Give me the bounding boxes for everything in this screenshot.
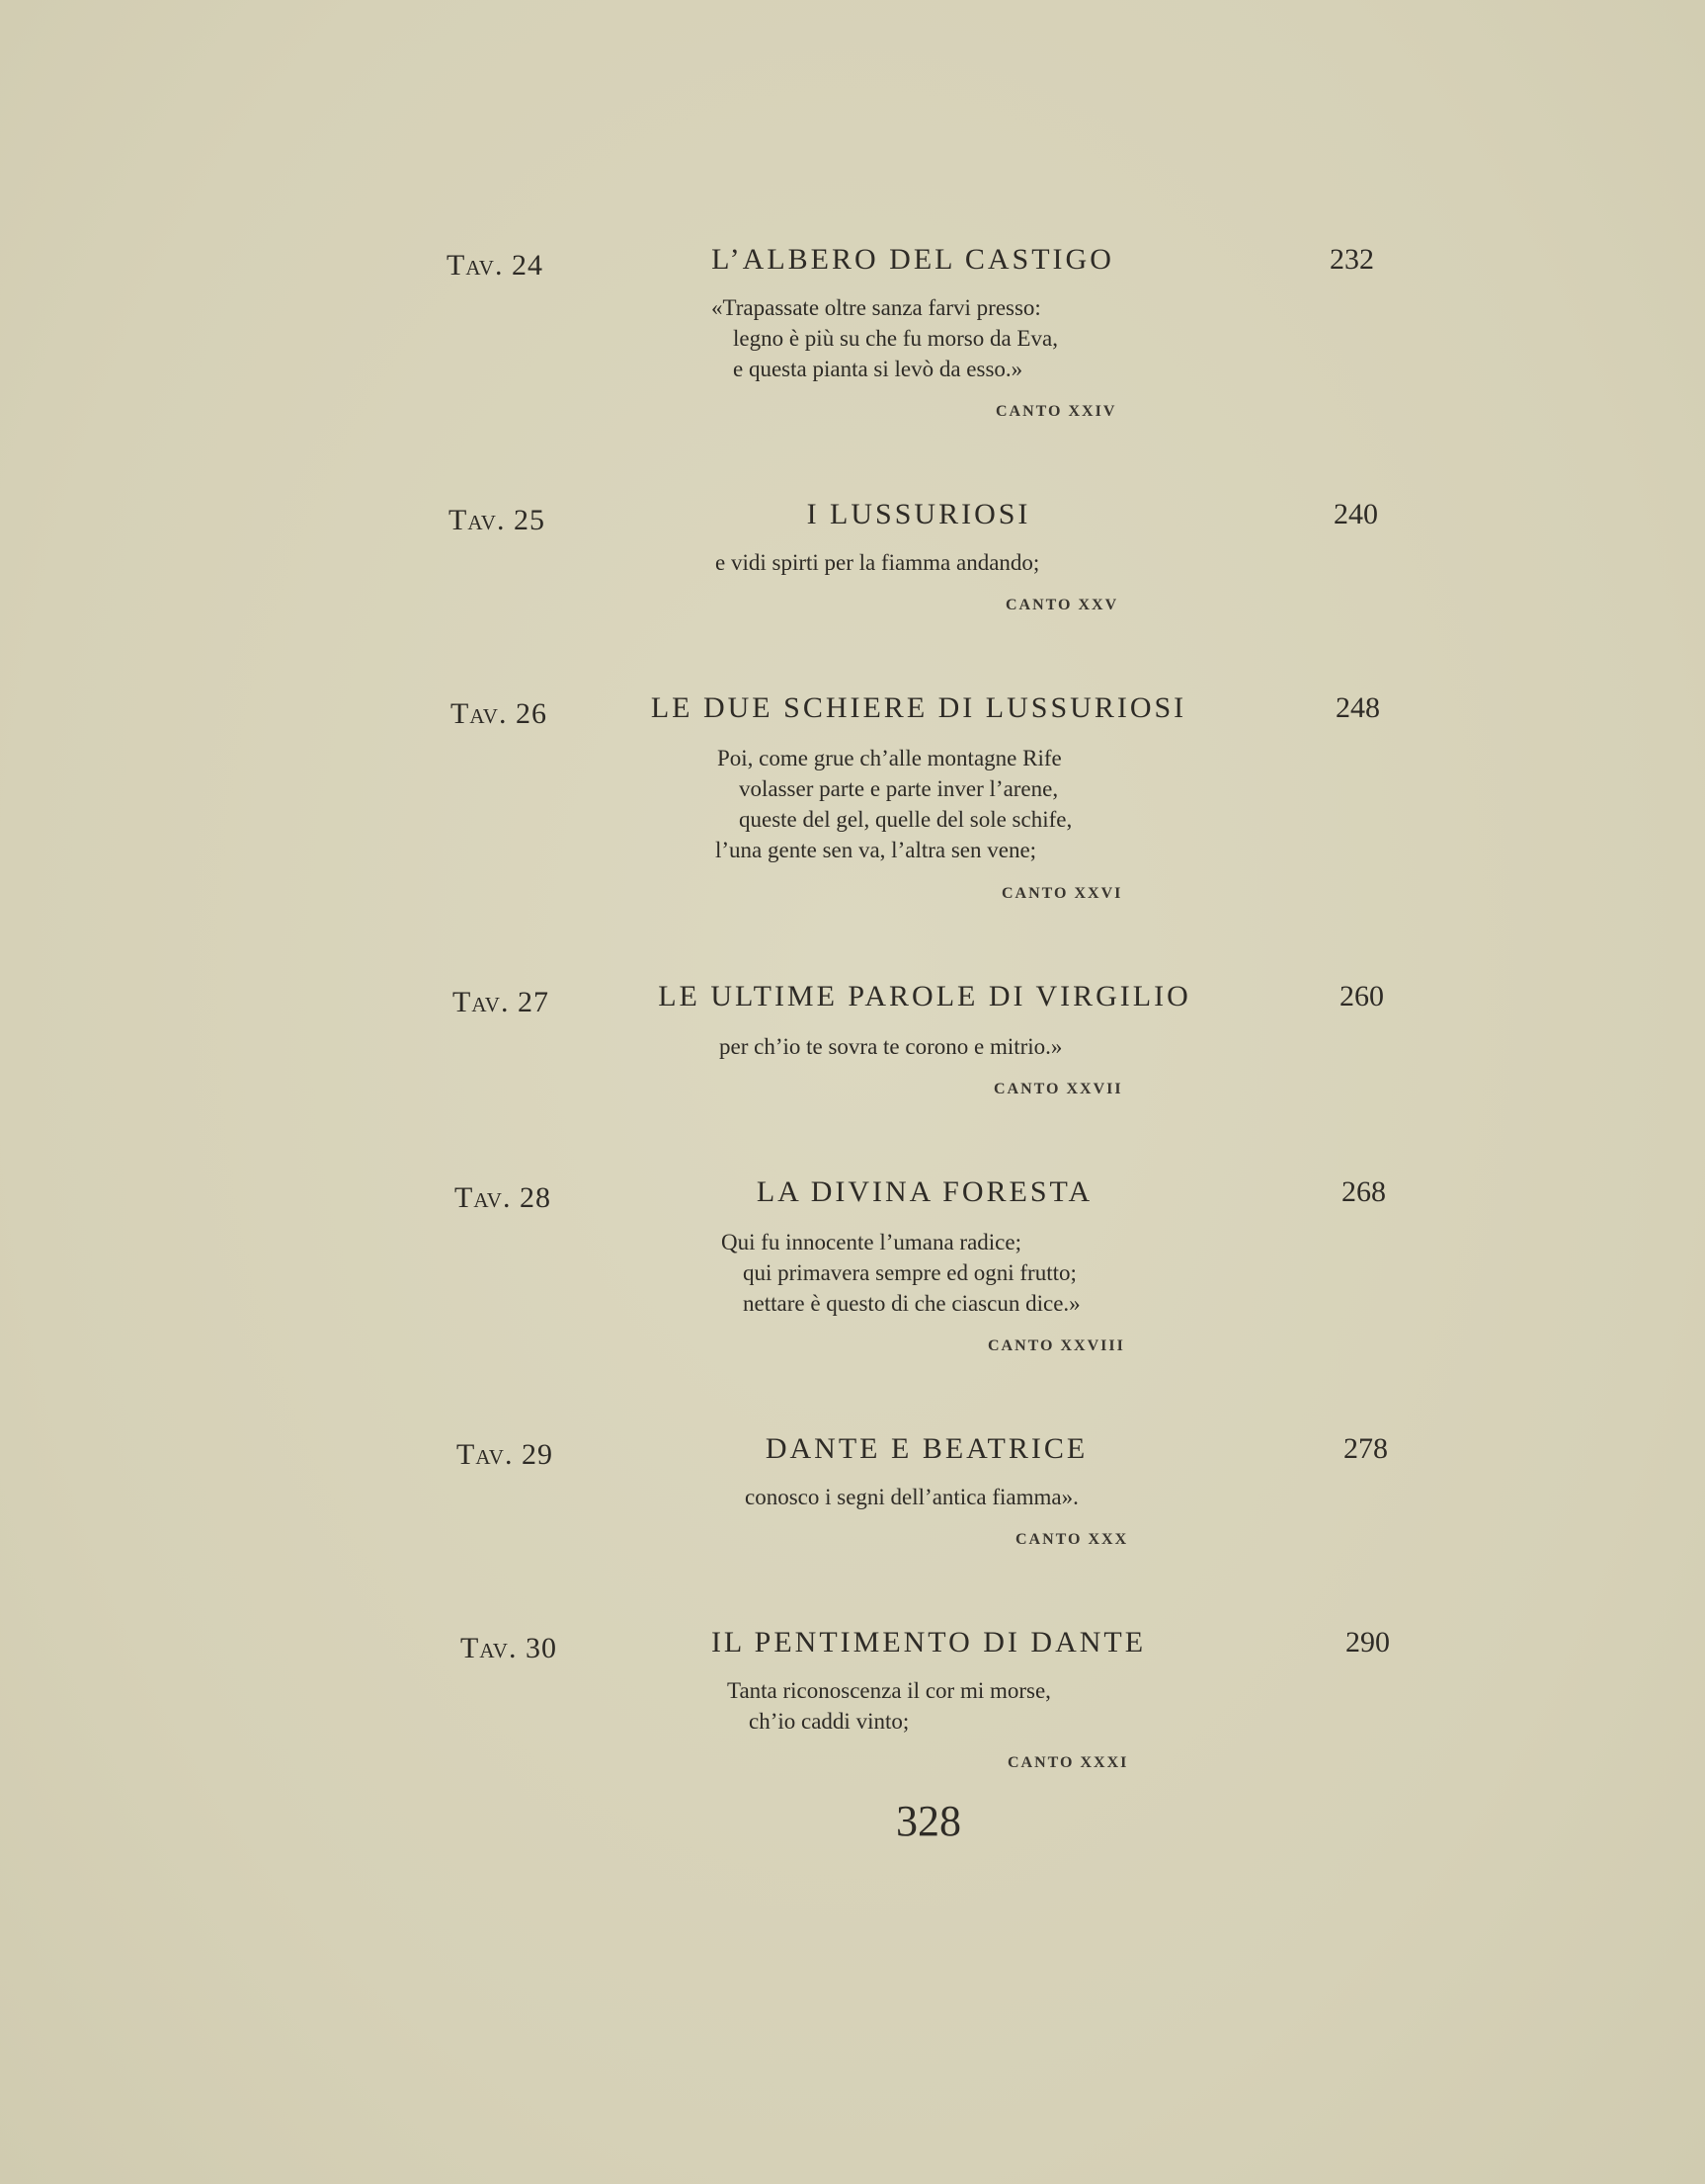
plate-label: Tav. 29 [456,1438,553,1471]
page-number: 268 [1341,1175,1386,1208]
canto-reference: CANTO XXVII [994,1081,1123,1097]
plate-title: I LUSSURIOSI [806,498,1031,530]
verse-line: «Trapassate oltre sanza farvi presso: [711,295,1041,320]
plate-title: LE DUE SCHIERE DI LUSSURIOSI [650,691,1187,724]
canto-reference: CANTO XXV [1006,597,1119,613]
verse-line: Qui fu innocente l’umana radice; [721,1230,1021,1254]
verse-quote [719,1031,1062,1062]
verse-line: e questa pianta si levò da esso.» [733,357,1023,381]
verse-line: Poi, come grue ch’alle montagne Rife [717,746,1062,770]
canto-reference: CANTO XXX [1015,1531,1129,1548]
canto-reference: CANTO XXVIII [988,1337,1125,1354]
plate-title: LE ULTIME PAROLE DI VIRGILIO [658,980,1191,1012]
canto-reference: CANTO XXXI [1008,1754,1129,1771]
verse-line: l’una gente sen va, l’altra sen vene; [715,838,1037,862]
verse-quote [715,547,1039,578]
verse-line: volasser parte e parte inver l’arene, [739,776,1059,801]
verse-line: queste del gel, quelle del sole schife, [739,807,1073,832]
verse-line: per ch’io te sovra te corono e mitrio.» [719,1034,1063,1059]
verse-quote [727,1675,1051,1737]
page-number: 248 [1336,691,1380,724]
plate-label: Tav. 30 [460,1632,557,1664]
plate-title: DANTE E BEATRICE [765,1432,1089,1465]
plate-label: Tav. 25 [448,504,545,536]
verse-line: ch’io caddi vinto; [749,1709,910,1734]
verse-line: legno è più su che fu morso da Eva, [733,326,1058,351]
verse-line: qui primavera sempre ed ogni frutto; [743,1260,1077,1285]
page-number: 278 [1343,1432,1388,1465]
verse-line: e vidi spirti per la fiamma andando; [715,550,1040,575]
verse-quote [711,292,1058,384]
verse-line: nettare è questo di che ciascun dice.» [743,1291,1081,1316]
verse-line: Tanta riconoscenza il cor mi morse, [727,1678,1051,1703]
verse-quote [717,743,1072,865]
folio-number: 328 [896,1797,961,1845]
canto-reference: CANTO XXIV [996,403,1117,420]
page-number: 260 [1340,980,1384,1012]
page-number: 240 [1334,498,1378,530]
plate-label: Tav. 28 [454,1181,551,1214]
plate-title: L’ALBERO DEL CASTIGO [711,243,1114,276]
canto-reference: CANTO XXVI [1002,885,1123,902]
plate-label: Tav. 24 [447,249,543,282]
plate-title: IL PENTIMENTO DI DANTE [710,1626,1147,1658]
verse-line: conosco i segni dell’antica fiamma». [745,1485,1079,1509]
page-number: 232 [1330,243,1374,276]
verse-quote [721,1227,1081,1319]
plate-label: Tav. 27 [452,986,549,1018]
plate-title: LA DIVINA FORESTA [756,1175,1094,1208]
verse-quote [745,1482,1079,1512]
page-number: 290 [1345,1626,1390,1658]
plate-label: Tav. 26 [450,697,547,730]
